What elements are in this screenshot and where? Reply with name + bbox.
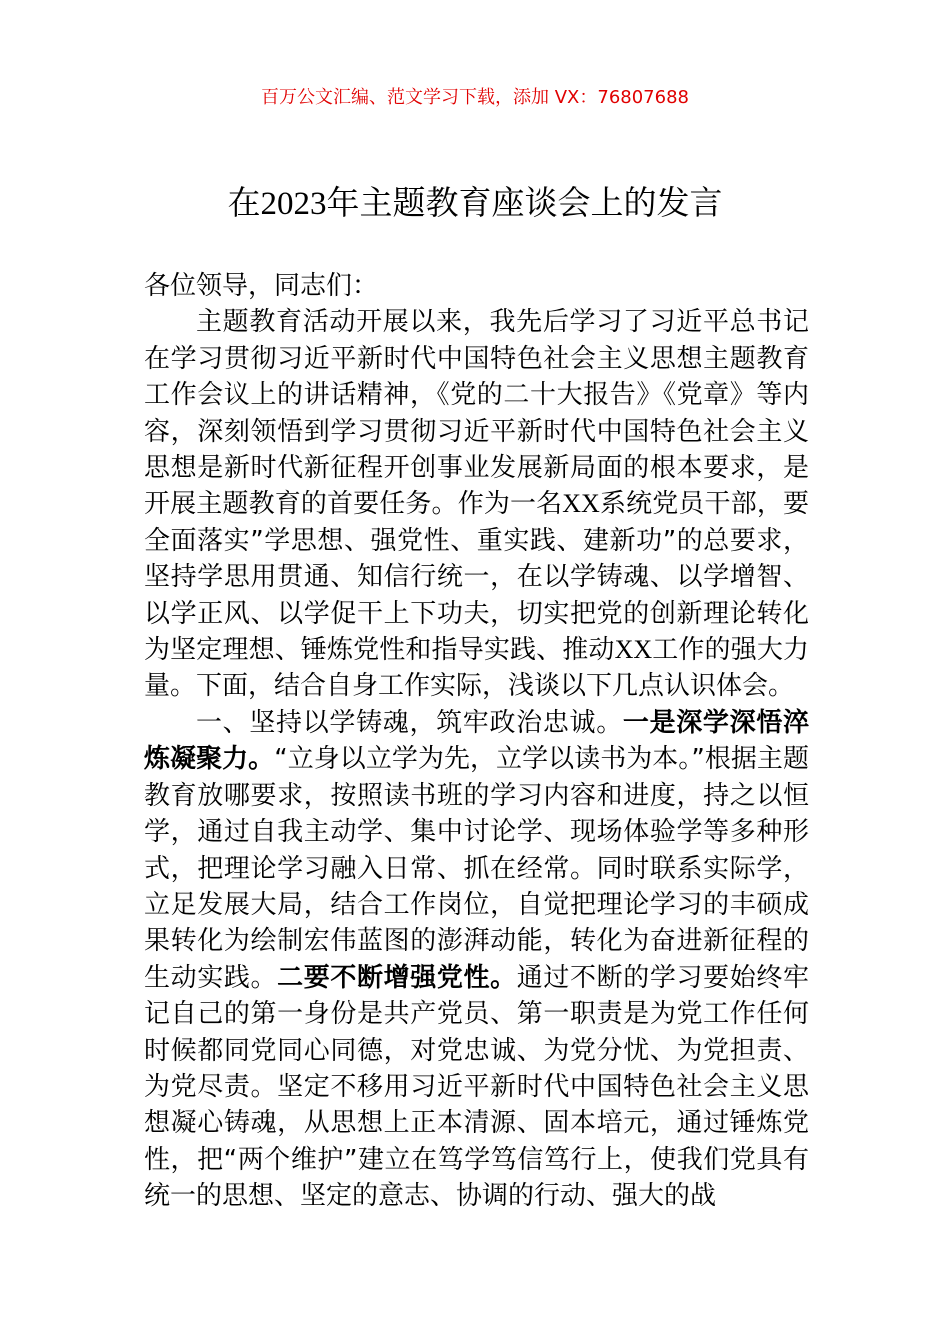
header-watermark-note: 百万公文汇编、范文学习下载，添加 VX：76807688: [261, 87, 689, 108]
section-one-text-2: 通过不断的学习要始终牢记自己的第一身份是共产党员、第一职责是为党工作任何时候都同党同心同德，对党忠诚、为党分忧、为党担责、为党尽责。坚定不移用习近平新时代中国特色社会主义思想凝心铸魂，从思想上正本清源、固本培元，通过锤炼党性，把“两个维护”建立在笃学笃信笃行上，使我们党具有统一的思想、坚定的意志、协调的行动、强大的战: [144, 962, 809, 1212]
title-suffix: 年主题教育座谈会上的发言: [326, 183, 723, 222]
intro-text-1: 主题教育活动开展以来，我先后学习了习近平总书记在学习贯彻习近平新时代中国特色社会主义思想主题教育工作会议上的讲话精神，《党的二十大报告》《党章》等内容，深刻领悟到学习贯彻习近平新时代中国特色社会主义思想是新时代新征程开创事业发展新局面的根本要求，是开展主题教育的首要任务。作为一名: [144, 307, 809, 520]
intro-xx-2: XX: [614, 635, 653, 665]
paragraph-intro: [144, 304, 809, 704]
section-one-point-one-bold: 一是深学深悟淬炼凝聚力。: [144, 707, 809, 775]
title-year: 2023: [260, 186, 327, 222]
greeting: 各位领导，同志们：: [144, 271, 379, 301]
intro-text-2: 系统党员干部，要全面落实”学思想、强党性、重实践、建新功”的总要求，坚持学思用贯通、知信行统一，在以学铸魂、以学增智、以学正风、以学促干上下功夫，切实把党的创新理论转化为坚定理想、锤炼党性和指导实践、推动: [144, 489, 809, 666]
document-body: [144, 268, 809, 1215]
section-one-text-1: “立身以立学为先，立学以读书为本。”根据主题教育放哪要求，按照读书班的学习内容和进度，持之以恒学，通过自我主动学、集中讨论学、现场体验学等多种形式，把理论学习融入日常、抓在经常。同时联系实际学，立足发展大局，结合工作岗位，自觉把理论学习的丰硕成果转化为绘制宏伟蓝图的澎湃动能，转化为奋进新征程的生动实践。: [144, 744, 809, 993]
intro-text-3: 工作的强大力量。下面，结合自身工作实际，浅谈以下几点认识体会。: [144, 635, 809, 702]
section-one-heading: 一、坚持以学铸魂，筑牢政治忠诚。: [196, 707, 623, 738]
paragraph-section-one: [144, 705, 809, 1215]
document-title: [0, 180, 950, 227]
section-one-point-two-bold: 二要不断增强党性。: [277, 962, 517, 993]
intro-xx-1: XX: [562, 489, 600, 519]
title-prefix: 在: [227, 183, 261, 222]
